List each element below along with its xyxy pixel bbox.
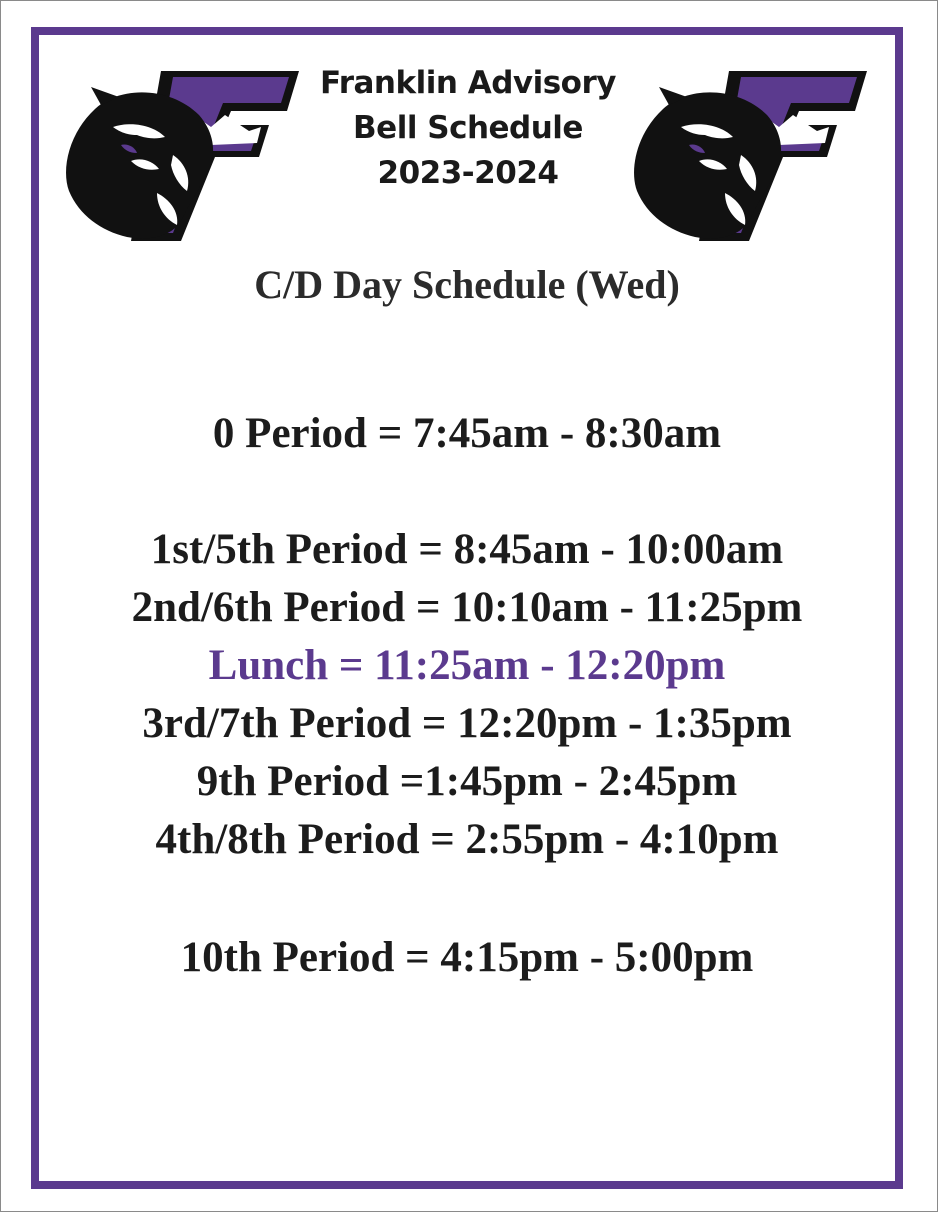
schedule-row-0-period: 0 Period = 7:45am - 8:30am [212, 410, 722, 457]
panther-f-logo-icon [629, 65, 869, 243]
schedule-row-4th-8th: 4th/8th Period = 2:55pm - 4:10pm [155, 816, 779, 863]
schedule-frame [31, 27, 903, 1189]
schedule-row-9th: 9th Period =1:45pm - 2:45pm [196, 758, 738, 805]
schedule-row-3rd-7th: 3rd/7th Period = 12:20pm - 1:35pm [142, 700, 792, 747]
panther-f-logo-icon [61, 65, 301, 243]
header-year: 2023-2024 [377, 155, 559, 191]
schedule-row-10th: 10th Period = 4:15pm - 5:00pm [180, 934, 754, 981]
schedule-header [279, 61, 657, 196]
schedule-row-lunch: Lunch = 11:25am - 12:20pm [208, 642, 726, 689]
header-title: Bell Schedule [353, 110, 583, 146]
schedule-row-2nd-6th: 2nd/6th Period = 10:10am - 11:25pm [131, 584, 803, 631]
schedule-subtitle: C/D Day Schedule (Wed) [254, 262, 680, 307]
header-school-name: Franklin Advisory [320, 65, 616, 101]
schedule-row-1st-5th: 1st/5th Period = 8:45am - 10:00am [150, 526, 784, 573]
